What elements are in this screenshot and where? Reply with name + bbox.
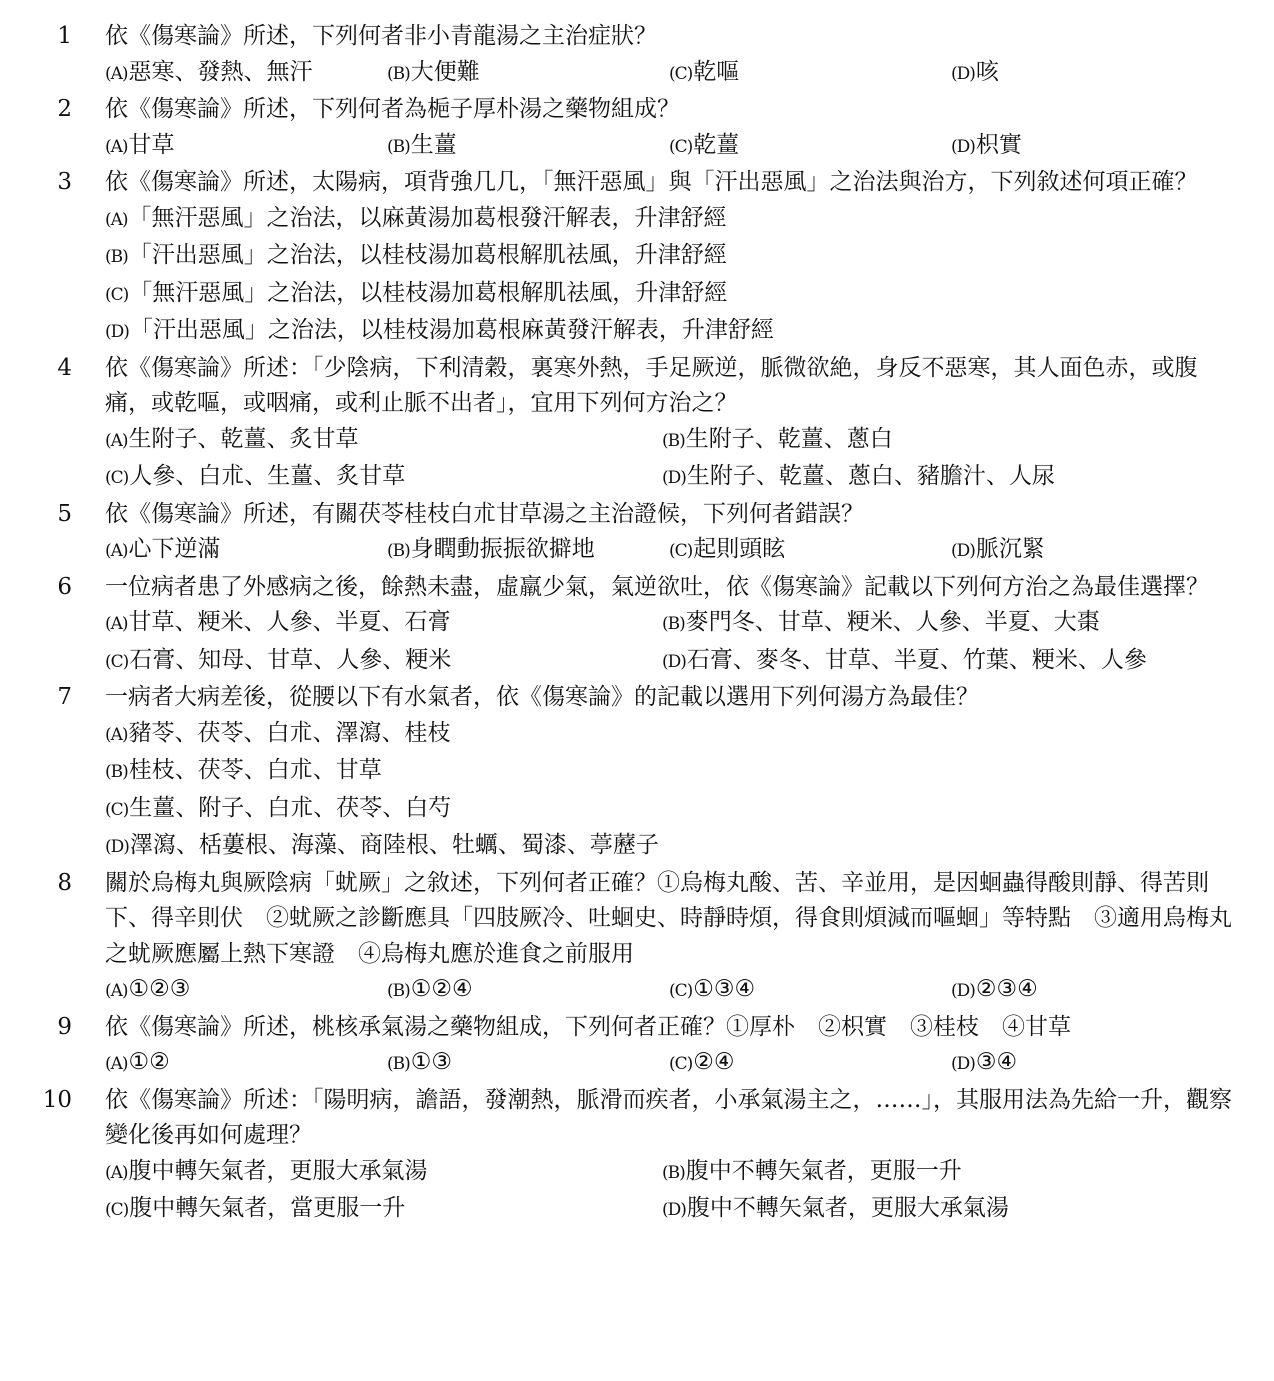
option-label: (A) xyxy=(105,1054,128,1074)
options-group xyxy=(105,1154,1235,1229)
question-text: 關於烏梅丸與厥陰病「蚘厥」之敘述，下列何者正確？①烏梅丸酸、苦、辛並用，是因蛔蟲得酸則靜、得苦則下、得辛則伏 ②蚘厥之診斷應具「四肢厥冷、吐蛔史、時靜時煩，得食則煩減而嘔蛔」等特點 ③適用烏梅丸之蚘厥應屬上熱下寒證 ④烏梅丸應於進食之前服用 xyxy=(105,869,1232,967)
option-text: ②④ xyxy=(693,1049,735,1075)
option-label: (A) xyxy=(105,430,128,451)
answer-option xyxy=(387,972,669,1010)
options-group xyxy=(105,201,1235,351)
question-item xyxy=(0,1083,1274,1229)
answer-option xyxy=(105,128,387,166)
option-label: (A) xyxy=(105,209,128,230)
option-label: (B) xyxy=(105,762,128,782)
option-label: (C) xyxy=(669,981,693,1001)
answer-option xyxy=(669,532,951,570)
answer-option xyxy=(662,459,1219,497)
option-label: (B) xyxy=(387,541,410,561)
answer-option xyxy=(105,753,1235,791)
answer-option xyxy=(105,459,662,497)
option-text: 大便難 xyxy=(410,58,480,85)
question-number: 1 xyxy=(57,23,72,49)
option-label: (A) xyxy=(105,614,128,634)
option-text: ①② xyxy=(128,1049,170,1075)
question-text: 依《傷寒論》所述，下列何者非小青龍湯之主治症狀？ xyxy=(105,23,657,49)
option-label: (C) xyxy=(669,541,693,561)
answer-option xyxy=(105,972,387,1010)
option-label: (B) xyxy=(387,63,410,84)
options-group xyxy=(105,605,1235,680)
option-text: 枳實 xyxy=(975,131,1022,158)
answer-option xyxy=(951,1045,1233,1083)
answer-option xyxy=(105,1154,662,1192)
question-number: 5 xyxy=(57,500,72,527)
answer-option xyxy=(669,972,951,1010)
option-text: ③④ xyxy=(975,1049,1018,1075)
question-number: 6 xyxy=(57,573,72,600)
option-label: (D) xyxy=(951,981,975,1001)
option-text: 乾嘔 xyxy=(693,58,740,85)
option-label: (D) xyxy=(951,541,975,561)
option-label: (A) xyxy=(105,541,128,561)
answer-option xyxy=(105,55,387,93)
option-label: (B) xyxy=(387,1054,410,1074)
option-text: 身瞤動振振欲擗地 xyxy=(410,536,595,562)
option-label: (D) xyxy=(951,136,975,157)
option-label: (C) xyxy=(669,1054,693,1074)
question-text: 依《傷寒論》所述：「少陰病，下利清穀，裏寒外熱，手足厥逆，脈微欲絶，身反不惡寒，其人面色赤，或腹痛，或乾嘔，或咽痛，或利止脈不出者」，宜用下列何方治之？ xyxy=(105,354,1198,416)
option-text: 生薑、附子、白朮、茯苓、白芍 xyxy=(129,794,452,821)
options-group xyxy=(105,55,1235,93)
question-item xyxy=(0,19,1274,92)
answer-option xyxy=(105,276,1235,314)
option-text: 「汗出惡風」之治法，以桂枝湯加葛根麻黃發汗解表，升津舒經 xyxy=(129,317,774,343)
option-text: 「無汗惡風」之治法，以桂枝湯加葛根解肌祛風，升津舒經 xyxy=(129,279,728,306)
answer-option xyxy=(105,828,1235,866)
answer-option xyxy=(105,791,1235,829)
option-text: ①②③ xyxy=(128,976,191,1002)
question-number: 9 xyxy=(57,1013,72,1040)
option-label: (B) xyxy=(662,614,685,634)
option-text: 甘草 xyxy=(128,131,175,158)
question-number: 7 xyxy=(57,684,72,710)
option-text: 生薑 xyxy=(410,131,457,158)
option-label: (B) xyxy=(105,247,128,267)
option-text: ②③④ xyxy=(975,976,1038,1002)
option-text: 麥門冬、甘草、粳米、人參、半夏、大棗 xyxy=(685,609,1100,635)
answer-option xyxy=(662,1154,1219,1192)
option-label: (C) xyxy=(105,468,129,488)
option-text: 惡寒、發熱、無汗 xyxy=(128,58,313,85)
option-label: (D) xyxy=(662,468,686,488)
option-text: 腹中轉矢氣者，更服大承氣湯 xyxy=(128,1157,428,1184)
answer-option xyxy=(669,1045,951,1083)
answer-option xyxy=(387,532,669,570)
option-text: 「汗出惡風」之治法，以桂枝湯加葛根解肌祛風，升津舒經 xyxy=(128,242,727,268)
option-text: 起則頭眩 xyxy=(693,536,786,562)
option-label: (A) xyxy=(105,1162,128,1183)
option-text: 腹中轉矢氣者，當更服一升 xyxy=(129,1195,406,1221)
answer-option xyxy=(105,422,662,460)
answer-option xyxy=(105,201,1235,239)
option-text: 石膏、麥冬、甘草、半夏、竹葉、粳米、人參 xyxy=(686,646,1147,673)
options-group xyxy=(105,422,1235,497)
option-label: (B) xyxy=(387,136,410,157)
answer-option xyxy=(951,972,1233,1010)
options-group xyxy=(105,716,1235,866)
question-text: 依《傷寒論》所述，太陽病，項背強几几，「無汗惡風」與「汗出惡風」之治法與治方，下列敘述何項正確？ xyxy=(105,169,1198,195)
answer-option xyxy=(669,128,951,166)
answer-option xyxy=(662,605,1219,643)
answer-option xyxy=(951,128,1233,166)
question-text: 一位病者患了外感病之後，餘熱未盡，虛羸少氣，氣逆欲吐，依《傷寒論》記載以下列何方治之為最佳選擇？ xyxy=(105,573,1209,600)
option-label: (A) xyxy=(105,136,128,157)
option-text: 「無汗惡風」之治法，以麻黃湯加葛根發汗解表，升津舒經 xyxy=(128,204,727,231)
question-item xyxy=(0,680,1274,866)
option-label: (A) xyxy=(105,63,128,84)
option-label: (C) xyxy=(669,136,693,157)
option-text: 脈沉緊 xyxy=(975,536,1045,562)
option-label: (C) xyxy=(105,1200,129,1220)
answer-option xyxy=(387,128,669,166)
option-label: (D) xyxy=(951,63,975,84)
option-label: (C) xyxy=(669,63,693,84)
answer-option xyxy=(951,55,1233,93)
question-item xyxy=(0,92,1274,165)
answer-option xyxy=(951,532,1233,570)
question-item xyxy=(0,165,1274,351)
question-number: 3 xyxy=(57,169,72,195)
answer-option xyxy=(105,605,662,643)
options-group xyxy=(105,972,1235,1010)
question-item xyxy=(0,351,1274,497)
question-text: 依《傷寒論》所述：「陽明病，譫語，發潮熱，脈滑而疾者，小承氣湯主之，……」，其服用法為先給一升，觀察變化後再如何處理？ xyxy=(105,1086,1232,1148)
answer-option xyxy=(105,1191,662,1229)
option-text: 腹中不轉矢氣者，更服一升 xyxy=(685,1157,962,1184)
option-label: (A) xyxy=(105,724,128,745)
question-text: 依《傷寒論》所述，有關茯苓桂枝白朮甘草湯之主治證候，下列何者錯誤？ xyxy=(105,500,864,527)
option-text: 心下逆滿 xyxy=(128,536,221,562)
question-item xyxy=(0,1010,1274,1083)
option-text: 乾薑 xyxy=(693,131,740,158)
option-label: (B) xyxy=(662,1162,685,1183)
option-text: 生附子、乾薑、蔥白 xyxy=(685,425,893,452)
option-text: 生附子、乾薑、炙甘草 xyxy=(128,425,359,452)
option-text: ①②④ xyxy=(410,976,473,1002)
option-label: (D) xyxy=(105,322,129,342)
option-label: (D) xyxy=(951,1054,975,1074)
option-label: (A) xyxy=(105,981,128,1001)
question-text: 依《傷寒論》所述，下列何者為梔子厚朴湯之藥物組成？ xyxy=(105,96,680,122)
option-text: 甘草、粳米、人參、半夏、石膏 xyxy=(128,609,451,635)
answer-option xyxy=(387,55,669,93)
option-text: 豬苓、茯苓、白朮、澤瀉、桂枝 xyxy=(128,719,451,746)
answer-option xyxy=(105,532,387,570)
question-text: 依《傷寒論》所述，桃核承氣湯之藥物組成，下列何者正確？①厚朴 ②枳實 ③桂枝 ④甘草 xyxy=(105,1013,1071,1040)
option-text: 生附子、乾薑、蔥白、豬膽汁、人尿 xyxy=(686,463,1055,489)
option-text: 石膏、知母、甘草、人參、粳米 xyxy=(129,646,452,673)
answer-option xyxy=(387,1045,669,1083)
option-text: ①③ xyxy=(410,1049,453,1075)
question-number: 4 xyxy=(57,354,72,381)
option-label: (B) xyxy=(662,430,685,451)
answer-option xyxy=(662,422,1219,460)
option-label: (C) xyxy=(105,284,129,305)
question-number: 10 xyxy=(42,1086,72,1113)
answer-option xyxy=(669,55,951,93)
option-text: 腹中不轉矢氣者，更服大承氣湯 xyxy=(686,1195,1009,1221)
question-text: 一病者大病差後，從腰以下有水氣者，依《傷寒論》的記載以選用下列何湯方為最佳？ xyxy=(105,684,979,710)
answer-option xyxy=(105,1045,387,1083)
answer-option xyxy=(105,238,1235,276)
answer-option xyxy=(662,1191,1219,1229)
question-item xyxy=(0,497,1274,570)
option-label: (B) xyxy=(387,981,410,1001)
answer-option xyxy=(105,313,1235,351)
answer-option xyxy=(105,643,662,681)
option-label: (C) xyxy=(105,799,129,820)
option-text: 人參、白朮、生薑、炙甘草 xyxy=(129,463,406,489)
option-label: (C) xyxy=(105,651,129,672)
option-text: ①③④ xyxy=(693,976,756,1002)
option-label: (D) xyxy=(662,1200,686,1220)
option-label: (D) xyxy=(662,651,686,672)
question-item xyxy=(0,570,1274,681)
option-text: 咳 xyxy=(975,58,999,85)
options-group xyxy=(105,1045,1235,1083)
option-text: 澤瀉、栝蔞根、海藻、商陸根、牡蠣、蜀漆、葶藶子 xyxy=(129,832,659,858)
question-number: 2 xyxy=(57,96,72,122)
question-number: 8 xyxy=(57,869,72,896)
options-group xyxy=(105,532,1235,570)
option-label: (D) xyxy=(105,837,129,857)
options-group xyxy=(105,128,1235,166)
answer-option xyxy=(105,716,1235,754)
option-text: 桂枝、茯苓、白朮、甘草 xyxy=(128,757,382,783)
question-item xyxy=(0,866,1274,1010)
answer-option xyxy=(662,643,1219,681)
